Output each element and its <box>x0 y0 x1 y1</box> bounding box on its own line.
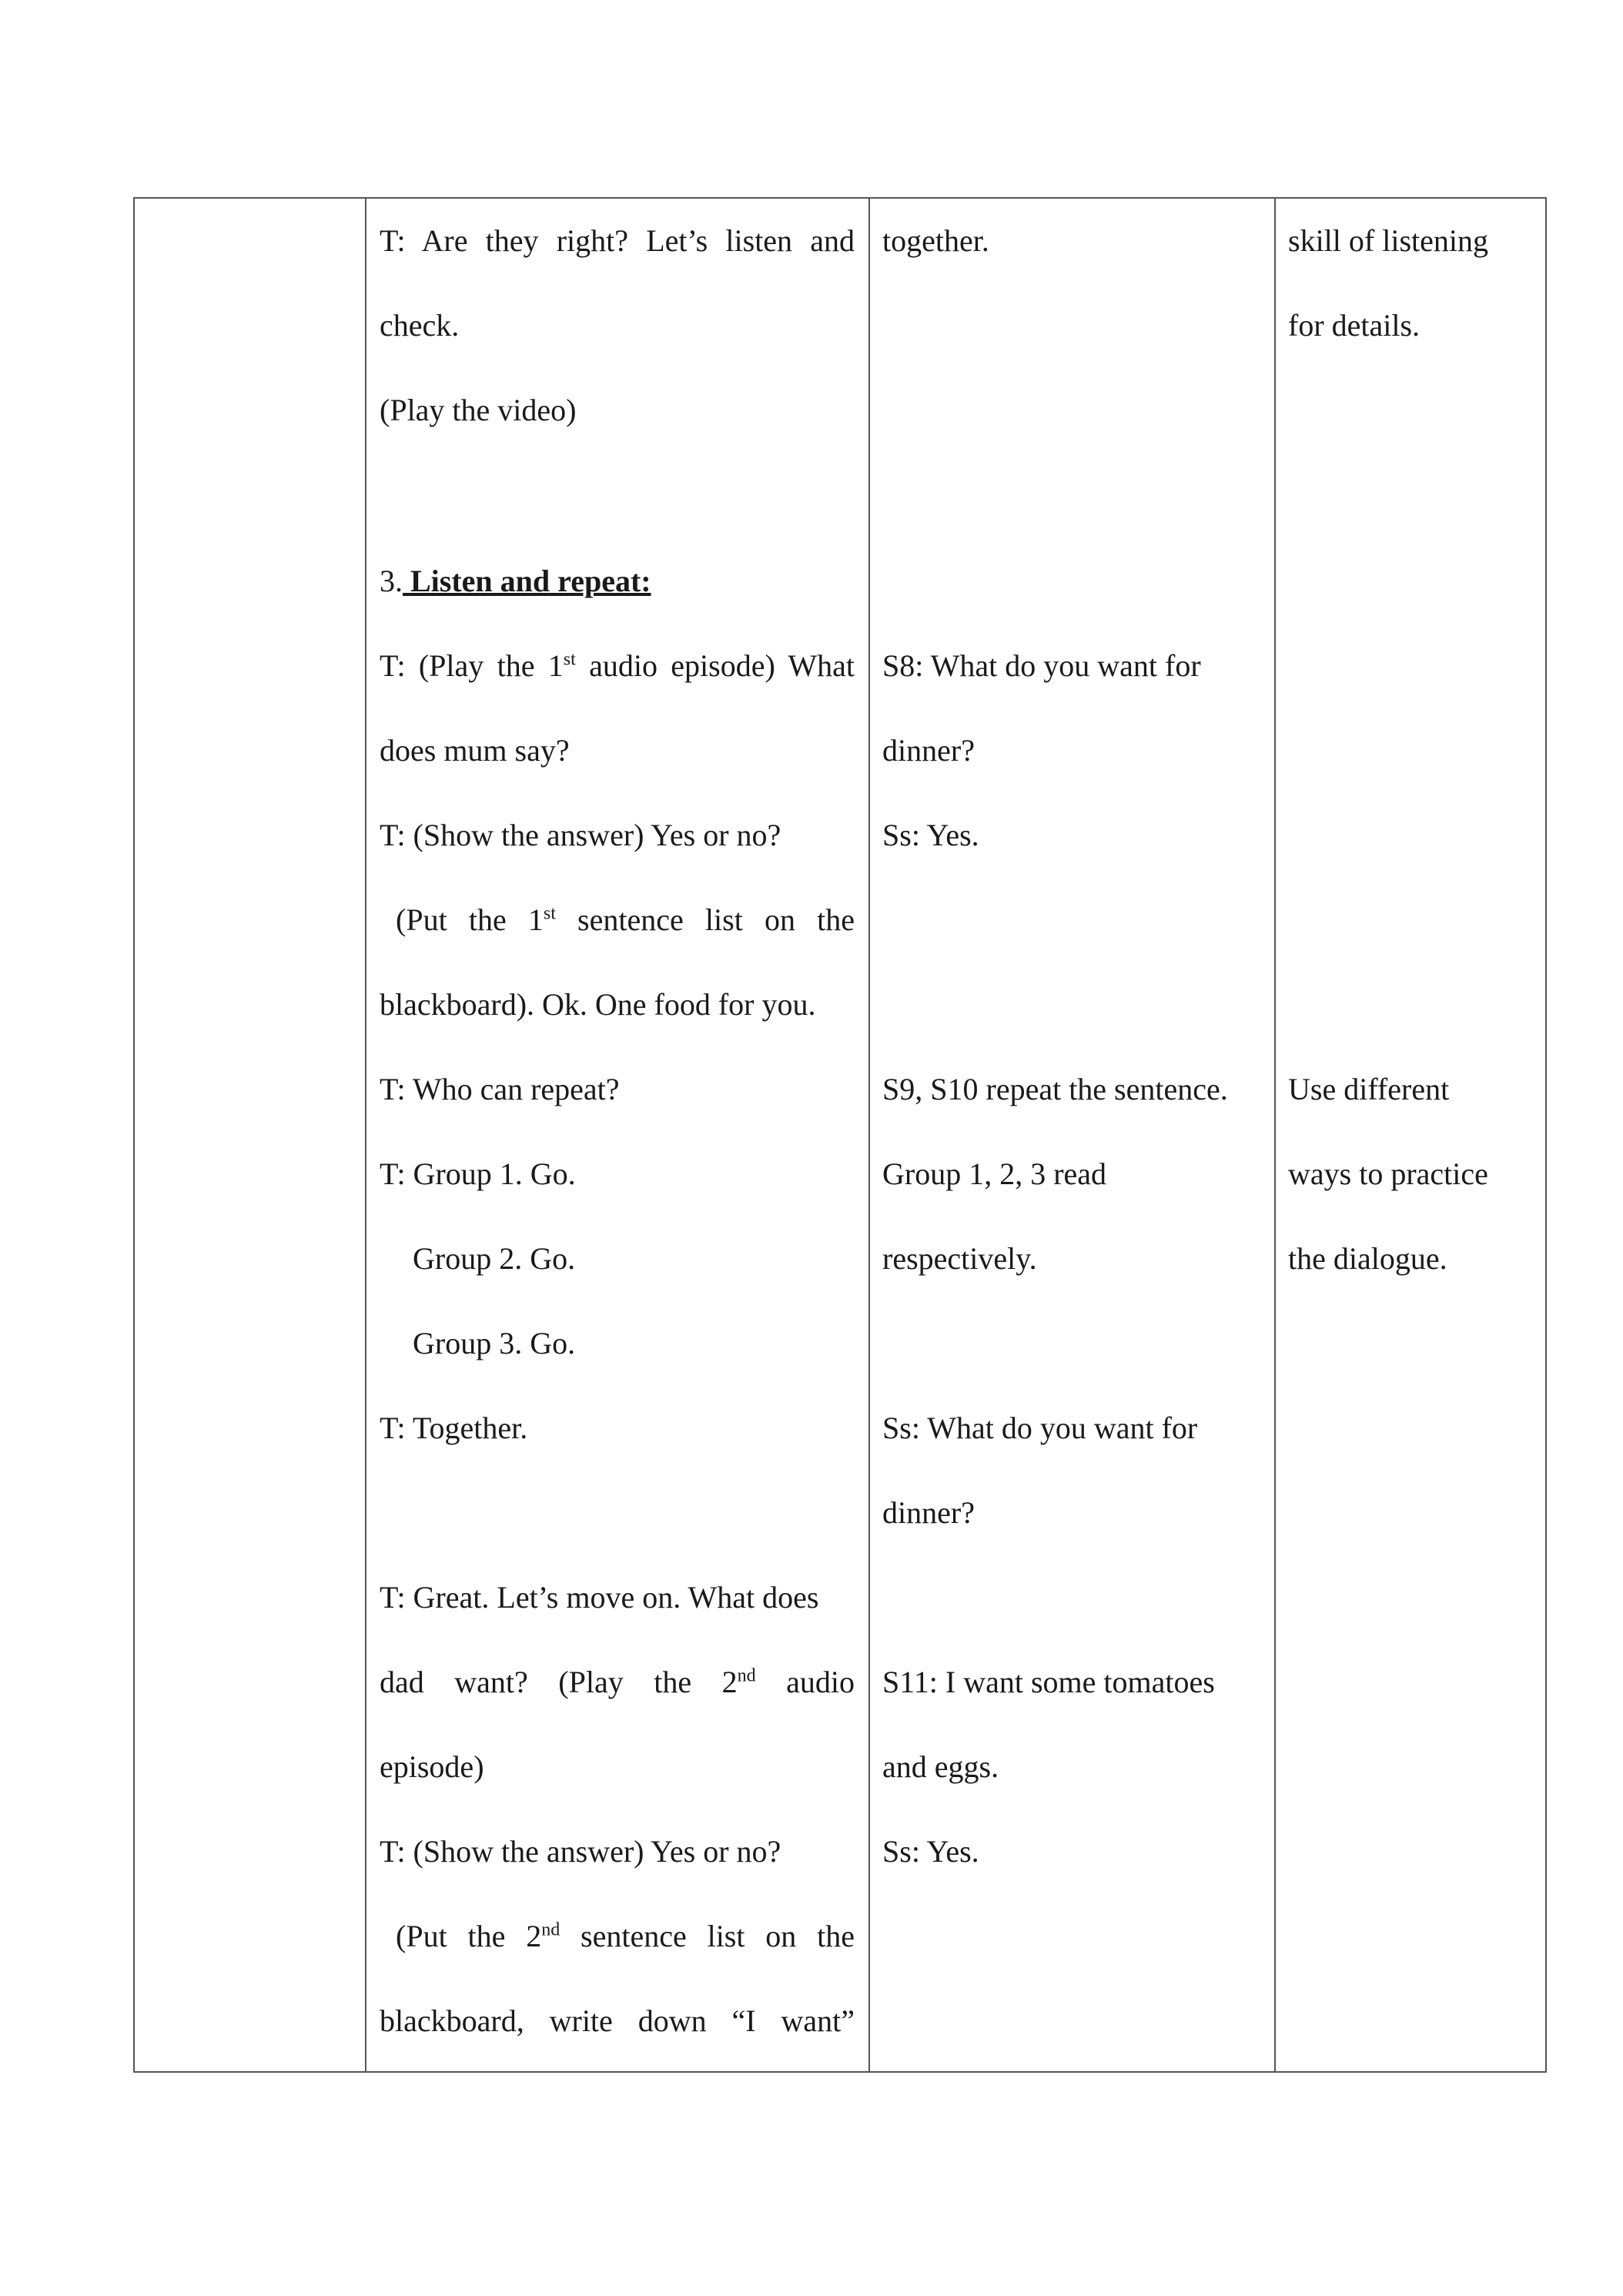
ordinal-suffix: st <box>543 903 556 924</box>
procedure-text: T: (Play the 1 <box>380 648 564 683</box>
student-line <box>882 1665 1215 1699</box>
procedure-line <box>413 1242 575 1276</box>
procedure-text: T: Together. <box>380 1411 528 1445</box>
procedure-line <box>380 1835 781 1869</box>
student-text: S9, S10 repeat the sentence. <box>882 1072 1228 1106</box>
student-line <box>882 1835 979 1869</box>
student-text: Ss: What do you want for <box>882 1411 1198 1445</box>
procedure-text: Group 3. Go. <box>413 1326 576 1361</box>
procedure-line <box>380 649 855 683</box>
section-title: Listen and repeat: <box>403 564 651 598</box>
student-line <box>882 1073 1228 1106</box>
procedure-text: T: Are they right? Let’s listen and <box>380 223 855 258</box>
procedure-line <box>380 1157 576 1191</box>
procedure-line <box>380 1411 527 1445</box>
ordinal-suffix: nd <box>541 1919 561 1940</box>
procedure-line <box>380 1665 855 1699</box>
student-line <box>882 1496 975 1530</box>
student-text: respectively. <box>882 1241 1037 1276</box>
student-line <box>882 649 1201 683</box>
column-divider-1 <box>365 199 366 2071</box>
purpose-line <box>1288 309 1420 343</box>
procedure-line <box>380 1750 484 1784</box>
procedure-text: audio episode) What <box>575 648 855 683</box>
student-line <box>882 1242 1037 1276</box>
student-line <box>882 818 979 852</box>
procedure-text: check. <box>380 308 460 343</box>
student-text: S8: What do you want for <box>882 648 1201 683</box>
procedure-text: (Put the 2 <box>396 1919 542 1953</box>
ordinal-suffix: st <box>563 649 576 670</box>
procedure-text: T: Who can repeat? <box>380 1072 620 1106</box>
procedure-text: T: Group 1. Go. <box>380 1156 576 1191</box>
procedure-line <box>380 2004 855 2038</box>
procedure-text: blackboard). Ok. One food for you. <box>380 987 816 1022</box>
student-line <box>882 1750 999 1784</box>
procedure-line <box>380 1581 818 1615</box>
procedure-line <box>380 988 816 1022</box>
student-text: Ss: Yes. <box>882 818 979 852</box>
procedure-line <box>380 309 459 343</box>
procedure-text: does mum say? <box>380 733 570 768</box>
student-text: together. <box>882 223 989 258</box>
section-number: 3. <box>380 564 403 598</box>
procedure-line <box>396 903 855 937</box>
procedure-line <box>396 1919 855 1953</box>
ordinal-suffix: nd <box>737 1665 756 1686</box>
procedure-text: (Play the video) <box>380 393 577 427</box>
student-line <box>882 1157 1106 1191</box>
student-line <box>882 1411 1197 1445</box>
procedure-line <box>380 818 781 852</box>
purpose-text: the dialogue. <box>1288 1241 1447 1276</box>
student-text: Group 1, 2, 3 read <box>882 1156 1107 1191</box>
section-heading <box>380 564 651 598</box>
procedure-line <box>413 1327 575 1361</box>
procedure-text: (Put the 1 <box>396 902 544 937</box>
procedure-text: T: (Show the answer) Yes or no? <box>380 1834 781 1869</box>
purpose-line <box>1288 1073 1449 1106</box>
procedure-text: Group 2. Go. <box>413 1241 576 1276</box>
procedure-text: T: Great. Let’s move on. What does <box>380 1580 819 1615</box>
procedure-text: T: (Show the answer) Yes or no? <box>380 818 781 852</box>
student-text: and eggs. <box>882 1749 999 1784</box>
purpose-line <box>1288 224 1488 258</box>
purpose-text: for details. <box>1288 308 1421 343</box>
procedure-line <box>380 734 570 768</box>
purpose-line <box>1288 1157 1488 1191</box>
purpose-line <box>1288 1242 1447 1276</box>
procedure-text: audio <box>755 1665 855 1699</box>
procedure-line <box>380 224 855 258</box>
student-text: dinner? <box>882 733 975 768</box>
purpose-text: Use different <box>1288 1072 1450 1106</box>
procedure-line <box>380 393 577 427</box>
student-text: Ss: Yes. <box>882 1834 979 1869</box>
column-divider-3 <box>1274 199 1276 2071</box>
student-text: S11: I want some tomatoes <box>882 1665 1215 1699</box>
purpose-text: ways to practice <box>1288 1156 1488 1191</box>
procedure-text: episode) <box>380 1749 484 1784</box>
procedure-text: sentence list on the <box>560 1919 855 1953</box>
procedure-line <box>380 1073 620 1106</box>
procedure-text: blackboard, write down “I want” <box>380 2003 855 2038</box>
procedure-text: sentence list on the <box>555 902 855 937</box>
purpose-text: skill of listening <box>1288 223 1488 258</box>
procedure-text: dad want? (Play the 2 <box>380 1665 738 1699</box>
lesson-plan-table <box>133 197 1547 2073</box>
student-line <box>882 734 975 768</box>
student-line <box>882 224 989 258</box>
column-divider-2 <box>868 199 870 2071</box>
student-text: dinner? <box>882 1495 975 1530</box>
